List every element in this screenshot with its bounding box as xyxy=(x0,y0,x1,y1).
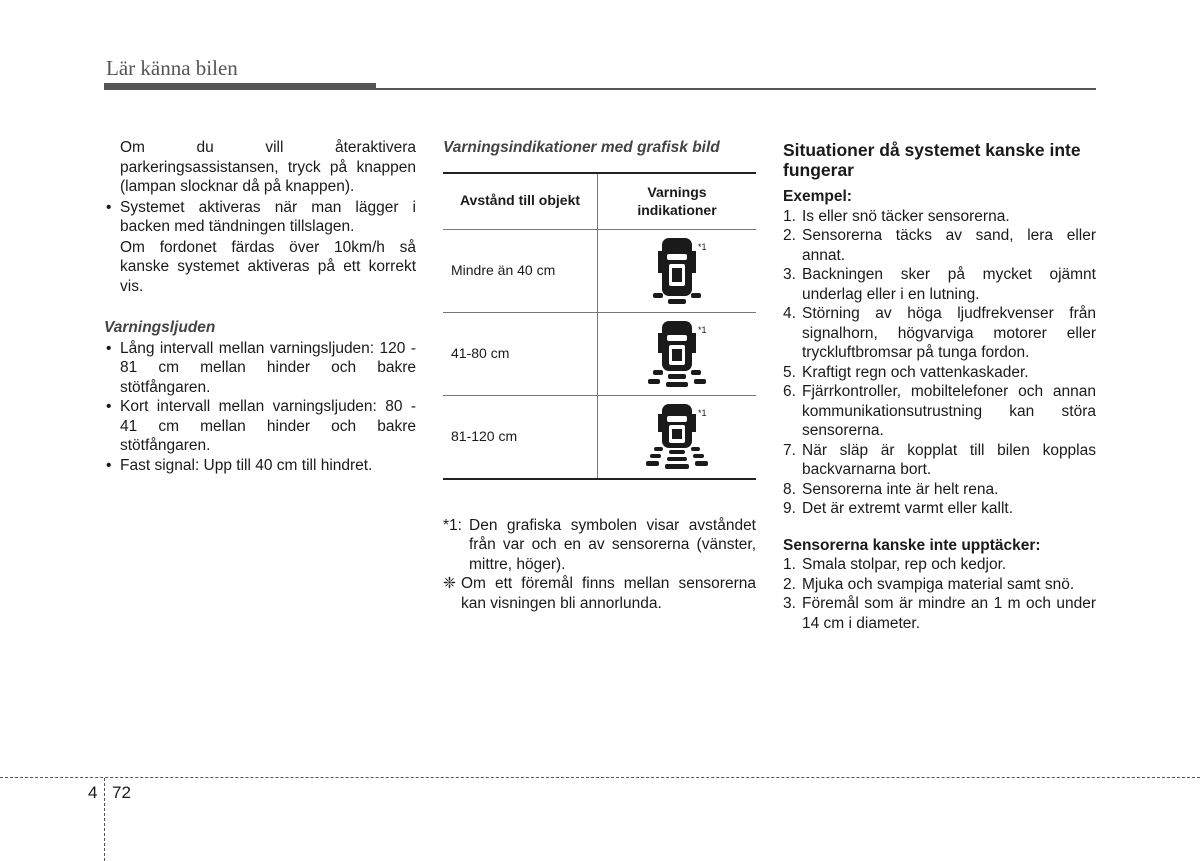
list-item-text: Kraftigt regn och vattenkaskader. xyxy=(802,363,1029,381)
page-header-title: Lär känna bilen xyxy=(106,56,238,80)
list-number: 8. xyxy=(783,480,796,498)
list-number: 4. xyxy=(783,305,796,322)
activation-bullet xyxy=(104,198,416,237)
warning-sounds-heading: Varningsljuden xyxy=(104,319,216,336)
graphic-indicator-heading: Varningsindikationer med grafisk bild xyxy=(443,139,720,156)
list-item xyxy=(783,480,1096,500)
indicator-cell xyxy=(598,230,756,312)
footnote-mark: *1: xyxy=(443,516,462,534)
list-item xyxy=(783,304,1096,363)
bullet-mark: • xyxy=(106,339,112,357)
list-number: 2. xyxy=(783,227,796,244)
list-item xyxy=(104,456,416,476)
bullet-mark: • xyxy=(106,198,112,216)
list-item xyxy=(783,555,1096,575)
examples-list xyxy=(783,207,1096,519)
undetected-heading: Sensorerna kanske inte upptäcker: xyxy=(783,536,1041,554)
list-item xyxy=(783,441,1096,480)
list-item xyxy=(783,594,1096,633)
list-item-text: Backningen sker på mycket ojämnt underlag eller i en lutning. xyxy=(802,266,1096,303)
header-line: indikationer xyxy=(637,202,717,218)
activation-text: Systemet aktiveras när man lägger i backen med tändningen tillslagen. xyxy=(120,198,416,235)
list-item-text: Föremål som är mindre an 1 m och under 14 cm i diameter. xyxy=(802,595,1096,632)
section-title: Situationer då systemet kanske inte fungerar xyxy=(783,140,1081,180)
column-header-distance: Avstånd till objekt xyxy=(443,174,598,229)
distance-cell: 81-120 cm xyxy=(443,396,598,478)
footnote-text: Den grafiska symbolen visar avståndet från var och en av sensorerna (vänster, mittre, höger). xyxy=(469,516,756,573)
list-item-text: Sensorerna täcks av sand, lera eller annat. xyxy=(802,227,1096,264)
table-row xyxy=(443,312,756,395)
list-item xyxy=(783,207,1096,227)
header-rule xyxy=(104,88,1096,90)
note-text: Om ett föremål finns mellan sensorerna kan visningen bli annorlunda. xyxy=(461,575,756,612)
footnote-ref: *1 xyxy=(698,407,707,418)
table-header-row xyxy=(443,174,756,229)
list-item-text: Sensorerna inte är helt rena. xyxy=(802,480,999,498)
list-number: 6. xyxy=(783,383,796,400)
list-number: 9. xyxy=(783,500,796,517)
list-item xyxy=(783,575,1096,595)
list-item xyxy=(783,226,1096,265)
right-column xyxy=(783,140,1096,633)
list-number: 7. xyxy=(783,441,796,459)
table-notes xyxy=(443,516,756,614)
left-column xyxy=(104,138,416,475)
list-number: 3. xyxy=(783,595,796,612)
bullet-mark: • xyxy=(106,456,112,474)
indicator-cell xyxy=(598,313,756,395)
list-number: 1. xyxy=(783,207,796,225)
list-number: 1. xyxy=(783,556,796,573)
list-item-text: Störning av höga ljudfrekvenser från signalhorn, högvarviga motorer eller tryckluftbromsar på tunga fordon. xyxy=(802,305,1096,361)
footnote-1 xyxy=(443,516,756,575)
distance-cell: 41-80 cm xyxy=(443,313,598,395)
note-symbol-icon: ❈ xyxy=(443,575,456,592)
list-number: 5. xyxy=(783,363,796,381)
footnote-ref: *1 xyxy=(698,324,707,335)
list-item-text: Det är extremt varmt eller kallt. xyxy=(802,500,1014,517)
reactivate-paragraph: Om du vill återaktivera parkeringsassistansen, tryck på knappen (lampan slocknar då på knappen). xyxy=(120,139,416,195)
footer-divider xyxy=(104,778,105,861)
table-row xyxy=(443,395,756,478)
list-item-text: Mjuka och svampiga material samt snö. xyxy=(802,575,1075,593)
header-line: Varnings xyxy=(647,184,707,200)
list-item-text: Kort intervall mellan varningsljuden: 80 - 41 cm mellan hinder och bakre stötfångaren. xyxy=(120,398,416,454)
table-row xyxy=(443,229,756,312)
list-item xyxy=(783,382,1096,441)
list-number: 2. xyxy=(783,575,796,593)
list-item xyxy=(783,265,1096,304)
footer-rule xyxy=(0,777,1200,778)
note-sensor-gap xyxy=(443,574,756,613)
middle-column xyxy=(443,138,756,613)
footnote-ref: *1 xyxy=(698,241,707,252)
example-heading: Exempel: xyxy=(783,188,852,205)
list-item-text: När släp är kopplat till bilen kopplas backvarnarna bort. xyxy=(802,441,1096,478)
list-item xyxy=(104,339,416,398)
list-item-text: Smala stolpar, rep och kedjor. xyxy=(802,556,1007,573)
page-number: 72 xyxy=(112,783,131,802)
indicator-cell xyxy=(598,396,756,478)
column-header-indicators xyxy=(598,174,756,229)
list-item xyxy=(104,397,416,456)
undetected-list xyxy=(783,555,1096,633)
list-item-text: Lång intervall mellan varningsljuden: 120 - 81 cm mellan hinder och bakre stötfångaren. xyxy=(120,339,416,396)
list-item xyxy=(783,499,1096,519)
list-item-text: Fast signal: Upp till 40 cm till hindret. xyxy=(120,456,373,474)
list-item-text: Fjärrkontroller, mobiltelefoner och annan kommunikationsutrustning kan störa sensorerna. xyxy=(802,383,1096,439)
bullet-mark: • xyxy=(106,398,112,415)
chapter-number: 4 xyxy=(88,783,98,802)
speed-paragraph: Om fordonet färdas över 10km/h så kanske systemet aktiveras på ett korrekt vis. xyxy=(120,238,416,295)
distance-cell: Mindre än 40 cm xyxy=(443,230,598,312)
list-item xyxy=(783,363,1096,383)
list-number: 3. xyxy=(783,266,796,283)
warning-table xyxy=(443,172,756,480)
list-item-text: Is eller snö täcker sensorerna. xyxy=(802,207,1010,225)
